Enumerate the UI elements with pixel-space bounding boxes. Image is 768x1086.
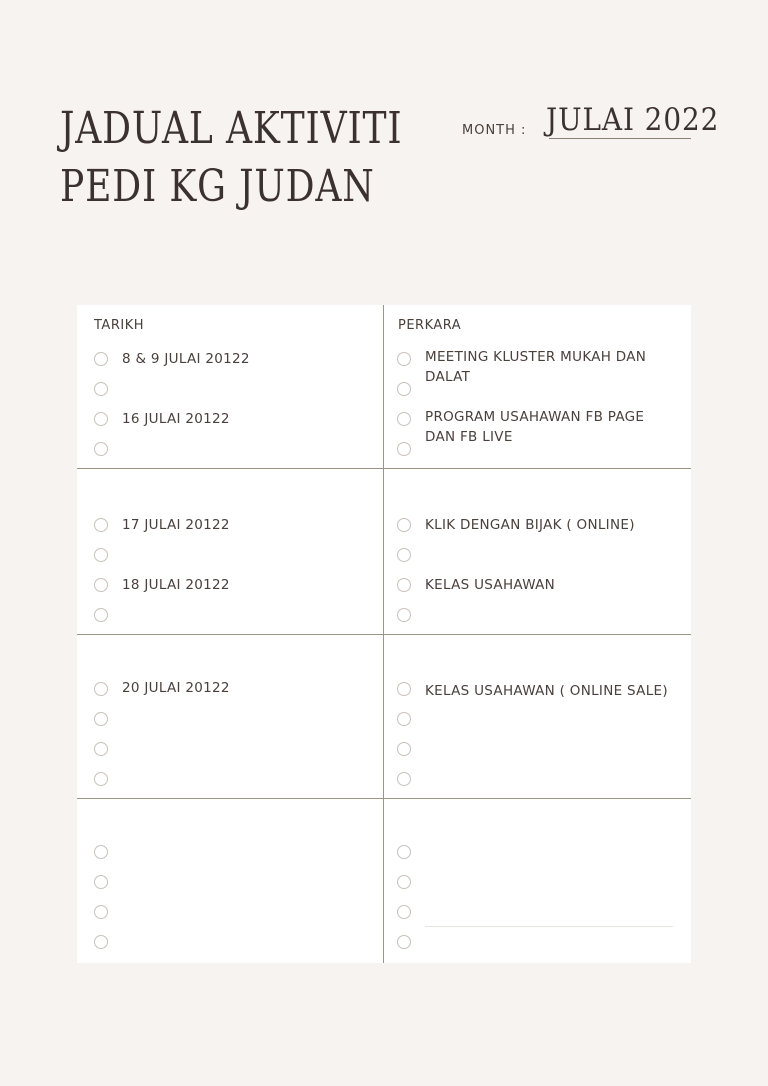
activity-table [77, 305, 691, 963]
checkbox-circle[interactable] [94, 352, 108, 366]
checkbox-circle[interactable] [94, 875, 108, 889]
checkbox-circle[interactable] [397, 935, 411, 949]
column-header-date: TARIKH [94, 318, 144, 333]
checkbox-circle[interactable] [94, 772, 108, 786]
checkbox-circle[interactable] [94, 905, 108, 919]
checkbox-circle[interactable] [94, 742, 108, 756]
checkbox-circle[interactable] [397, 442, 411, 456]
date-entry: 16 JULAI 20122 [122, 411, 230, 427]
checkbox-circle[interactable] [397, 845, 411, 859]
date-entry: 18 JULAI 20122 [122, 577, 230, 593]
checkbox-circle[interactable] [397, 742, 411, 756]
month-label: MONTH : [462, 123, 527, 138]
row-divider [77, 634, 691, 635]
page-title [60, 100, 402, 216]
checkbox-circle[interactable] [397, 412, 411, 426]
row-divider [77, 798, 691, 799]
date-entry: 8 & 9 JULAI 20122 [122, 351, 250, 367]
checkbox-circle[interactable] [397, 608, 411, 622]
checkbox-circle[interactable] [94, 442, 108, 456]
checkbox-circle[interactable] [94, 578, 108, 592]
title-line-2: PEDI KG JUDAN [60, 161, 375, 212]
date-entry: 17 JULAI 20122 [122, 517, 230, 533]
checkbox-circle[interactable] [94, 712, 108, 726]
checkbox-circle[interactable] [94, 935, 108, 949]
checkbox-circle[interactable] [397, 382, 411, 396]
date-entry: 20 JULAI 20122 [122, 680, 230, 696]
month-underline [549, 138, 691, 139]
entry-line [425, 926, 673, 927]
month-value[interactable]: JULAI 2022 [546, 102, 720, 138]
checkbox-circle[interactable] [94, 382, 108, 396]
column-header-matter: PERKARA [398, 318, 462, 333]
checkbox-circle[interactable] [94, 682, 108, 696]
matter-entry: PROGRAM USAHAWAN FB PAGE DAN FB LIVE [425, 409, 645, 445]
checkbox-circle[interactable] [397, 352, 411, 366]
checkbox-circle[interactable] [397, 548, 411, 562]
checkbox-circle[interactable] [397, 712, 411, 726]
matter-entry: KLIK DENGAN BIJAK ( ONLINE) [425, 517, 635, 533]
checkbox-circle[interactable] [94, 608, 108, 622]
checkbox-circle[interactable] [397, 518, 411, 532]
checkbox-circle[interactable] [397, 905, 411, 919]
matter-entry: KELAS USAHAWAN ( ONLINE SALE) [425, 683, 668, 699]
checkbox-circle[interactable] [397, 682, 411, 696]
matter-entry: KELAS USAHAWAN [425, 577, 556, 593]
checkbox-circle[interactable] [397, 772, 411, 786]
checkbox-circle[interactable] [94, 412, 108, 426]
matter-entry: MEETING KLUSTER MUKAH DAN DALAT [425, 349, 647, 385]
checkbox-circle[interactable] [397, 578, 411, 592]
checkbox-circle[interactable] [94, 845, 108, 859]
title-line-1: JADUAL AKTIVITI [60, 103, 403, 154]
row-divider [77, 468, 691, 469]
checkbox-circle[interactable] [94, 548, 108, 562]
checkbox-circle[interactable] [94, 518, 108, 532]
checkbox-circle[interactable] [397, 875, 411, 889]
